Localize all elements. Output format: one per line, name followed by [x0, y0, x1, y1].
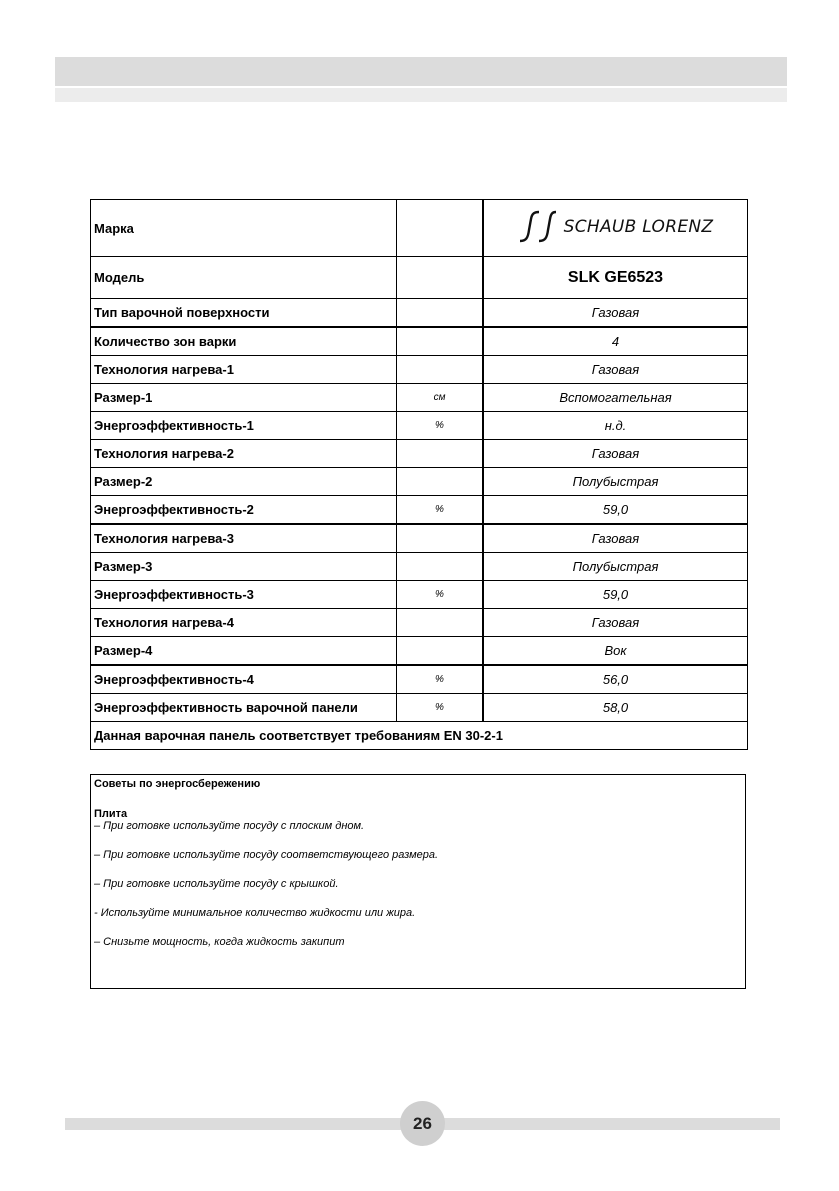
tip-item: - Используйте минимальное количество жидкости или жира.: [94, 907, 416, 919]
row-unit: [397, 327, 484, 356]
row-label: Технология нагрева-1: [91, 356, 397, 384]
row-label: Технология нагрева-3: [91, 524, 397, 553]
row-label: Количество зон варки: [91, 327, 397, 356]
row-value: Вок: [483, 637, 748, 666]
header-band: [55, 57, 787, 86]
row-value: Газовая: [483, 356, 748, 384]
footer-bar-right: [442, 1118, 780, 1130]
table-row: [91, 581, 748, 609]
table-row: [91, 609, 748, 637]
row-value: Газовая: [483, 609, 748, 637]
tip-item: – При готовке используйте посуду с плоским дном.: [94, 820, 365, 832]
tip-item: – При готовке используйте посуду с крышкой.: [94, 878, 339, 890]
tip-item: – Снизьте мощность, когда жидкость закипит: [94, 936, 345, 948]
row-value: 59,0: [483, 581, 748, 609]
model-value: SLK GE6523: [483, 257, 748, 299]
row-unit: %: [397, 665, 484, 694]
energy-tips-box: [90, 774, 746, 989]
table-row: [91, 637, 748, 666]
row-label: Энергоэффективность-4: [91, 665, 397, 694]
row-unit: [397, 637, 484, 666]
row-label: Энергоэффективность-1: [91, 412, 397, 440]
row-label: Технология нагрева-4: [91, 609, 397, 637]
row-unit: см: [397, 384, 484, 412]
row-value: Газовая: [483, 524, 748, 553]
table-row: [91, 665, 748, 694]
row-value: 56,0: [483, 665, 748, 694]
unit-cell: [397, 200, 484, 257]
tips-title: Советы по энергосбережению: [94, 778, 261, 790]
footer-bar-left: [65, 1118, 402, 1130]
row-unit: [397, 609, 484, 637]
table-row: [91, 299, 748, 328]
schaub-lorenz-logo-icon: [518, 210, 558, 244]
table-row: [91, 722, 748, 750]
row-unit: [397, 356, 484, 384]
tip-item: – При готовке используйте посуду соответствующего размера.: [94, 849, 439, 861]
table-row: [91, 327, 748, 356]
row-label: Энергоэффективность-3: [91, 581, 397, 609]
row-label: Размер-3: [91, 553, 397, 581]
row-unit: [397, 524, 484, 553]
brand-label: Марка: [91, 200, 397, 257]
table-row: [91, 412, 748, 440]
table-row: [91, 496, 748, 525]
row-value: Вспомогательная: [483, 384, 748, 412]
row-unit: %: [397, 581, 484, 609]
row-value: Полубыстрая: [483, 468, 748, 496]
table-row: [91, 257, 748, 299]
row-unit: [397, 440, 484, 468]
table-row: [91, 356, 748, 384]
table-row: [91, 384, 748, 412]
table-row: [91, 694, 748, 722]
row-value: 4: [483, 327, 748, 356]
table-row: [91, 524, 748, 553]
row-unit: [397, 299, 484, 328]
brand-logo-cell: [483, 200, 748, 257]
model-label: Модель: [91, 257, 397, 299]
row-value: 59,0: [483, 496, 748, 525]
brand-logo: [518, 210, 714, 244]
unit-cell: [397, 257, 484, 299]
table-row: [91, 200, 748, 257]
row-label: Размер-4: [91, 637, 397, 666]
row-unit: %: [397, 694, 484, 722]
header-band-secondary: [55, 88, 787, 102]
row-label: Размер-1: [91, 384, 397, 412]
table-row: [91, 440, 748, 468]
row-value: 58,0: [483, 694, 748, 722]
tips-subtitle: Плита: [94, 808, 128, 820]
row-label: Размер-2: [91, 468, 397, 496]
table-row: [91, 468, 748, 496]
row-label: Технология нагрева-2: [91, 440, 397, 468]
compliance-note: Данная варочная панель соответствует требованиям EN 30-2-1: [91, 722, 748, 750]
row-value: Газовая: [483, 299, 748, 328]
brand-logo-text: SCHAUB LORENZ: [563, 216, 714, 237]
row-value: Полубыстрая: [483, 553, 748, 581]
row-unit: [397, 553, 484, 581]
page-number: 26: [400, 1101, 445, 1146]
row-label: Энергоэффективность-2: [91, 496, 397, 525]
row-value: Газовая: [483, 440, 748, 468]
row-unit: %: [397, 412, 484, 440]
row-label: Тип варочной поверхности: [91, 299, 397, 328]
spec-table: [90, 199, 748, 750]
row-label: Энергоэффективность варочной панели: [91, 694, 397, 722]
row-unit: [397, 468, 484, 496]
row-unit: %: [397, 496, 484, 525]
table-row: [91, 553, 748, 581]
row-value: н.д.: [483, 412, 748, 440]
